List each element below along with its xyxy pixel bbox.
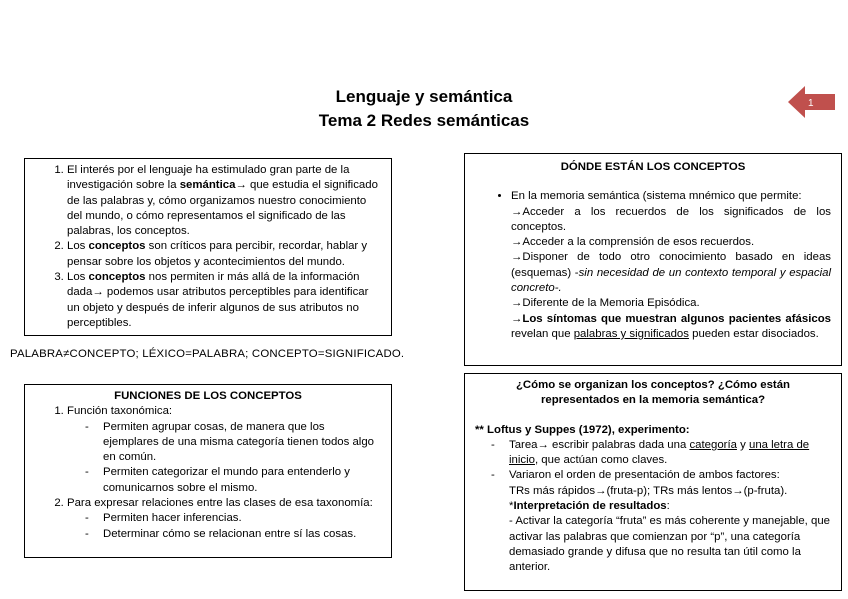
functions-box xyxy=(24,384,392,558)
experiment-heading: ** Loftus y Suppes (1972), experimento: xyxy=(475,423,690,436)
sub-item: - Variaron el orden de presentación de ambos factores: TRs más rápidos→(fruta-p); TRs más lentos→(p-fruta). *Interpretación de resultados: - Activar la categoría “fruta” es más coherente y manejable, que activar las palabras que comienzan por “p”, una categoría demasiado grande y difusa que no resulta tan útil como la anterior. xyxy=(491,468,831,575)
box-title: ¿Cómo se organizan los conceptos? ¿Cómo están representados en la memoria semántica? xyxy=(515,379,791,407)
organization-box xyxy=(464,373,842,591)
document-subtitle: Tema 2 Redes semánticas xyxy=(318,111,530,130)
list-item: 1. El interés por el lenguaje ha estimulado gran parte de la investigación sobre la semántica→ que estudia el significado de las palabras y, cómo organizamos nuestro conocimiento del mundo, o cómo representamos el significado de las palabras, los conceptos. xyxy=(67,163,381,239)
document-title: Lenguaje y semántica xyxy=(335,87,513,106)
sub-item: - Permiten agrupar cosas, de manera que los ejemplares de una misma categoría tienen todos algo en común. xyxy=(85,420,381,466)
bullet-list xyxy=(475,189,831,342)
functions-list xyxy=(35,404,381,542)
page-number: 1 xyxy=(808,98,814,109)
list-item: 3. Los conceptos nos permiten ir más allá de la información dada→ podemos usar atributos perceptibles para identificar un objeto y después de inferir algunos de sus atributos no perceptibles. xyxy=(67,270,381,331)
sub-item: - Permiten categorizar el mundo para entenderlo y comunicarnos sobre el mismo. xyxy=(85,465,381,496)
list-item: 2. Para expresar relaciones entre las clases de esa taxonomía: - Permiten hacer inferencias. - Determinar cómo se relacionan entre sí las cosas. xyxy=(67,496,381,542)
back-arrow-icon[interactable] xyxy=(788,85,836,119)
box-title: FUNCIONES DE LOS CONCEPTOS xyxy=(114,390,302,402)
sub-item: - Permiten hacer inferencias. xyxy=(85,511,381,526)
concepts-location-box xyxy=(464,153,842,366)
sub-item: - Tarea→ escribir palabras dada una categoría y una letra de inicio, que actúan como claves. xyxy=(491,438,831,469)
intro-list xyxy=(35,163,381,331)
list-item: • En la memoria semántica (sistema mnémico que permite: →Acceder a los recuerdos de los significados de los conceptos. →Acceder a la comprensión de esos recuerdos. →Disponer de todo otro conocimiento basado en ideas (esquemas) -sin necesidad de un contexto temporal y espacial concreto-. →Diferente de la Memoria Episódica. →Los síntomas que muestran algunos pacientes afásicos revelan que palabras y significados pueden estar disociados. xyxy=(511,189,831,342)
box-title: DÓNDE ESTÁN LOS CONCEPTOS xyxy=(560,161,746,173)
intro-box xyxy=(24,158,392,336)
list-item: 2. Los conceptos son críticos para percibir, recordar, hablar y pensar sobre los objetos y acontecimientos del mundo. xyxy=(67,239,381,270)
list-item: 1. Función taxonómica: - Permiten agrupar cosas, de manera que los ejemplares de una misma categoría tienen todos algo en común. - Permiten categorizar el mundo para entenderlo y comunicarnos sobre el mismo. xyxy=(67,404,381,496)
relation-line: PALABRA≠CONCEPTO; LÉXICO=PALABRA; CONCEPTO=SIGNIFICADO. xyxy=(10,348,405,360)
sub-item: - Determinar cómo se relacionan entre sí las cosas. xyxy=(85,527,381,542)
